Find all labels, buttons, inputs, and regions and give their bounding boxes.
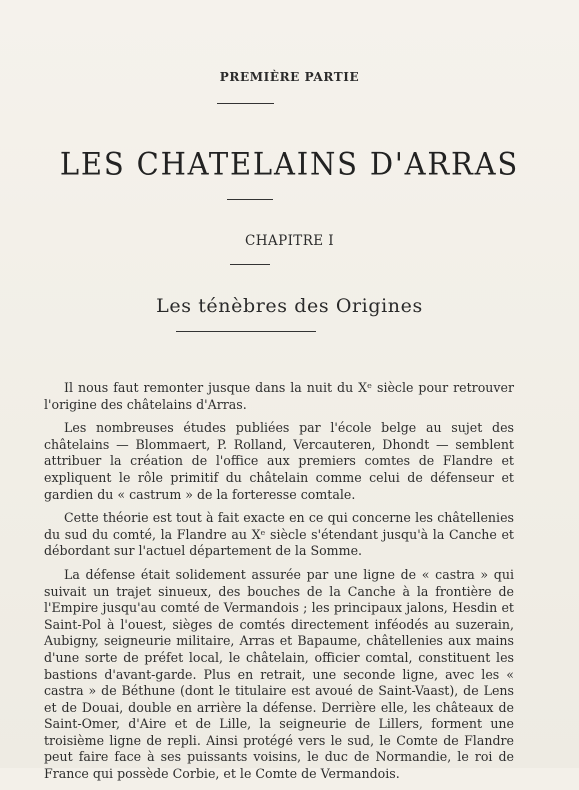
page-title: LES CHATELAINS D'ARRAS [59, 146, 520, 182]
divider-rule-1 [217, 103, 274, 104]
divider-rule-3 [230, 264, 270, 265]
paragraph: La défense était solidement assurée par une ligne de « castra » qui suivait un trajet sinueux, des bouches de la Canche à la frontière de l'Empire jusqu'au comté de Vermandois ; les principaux jalons, Hesdin et Saint-Pol à l'ouest, sièges de comtés directement inféodés au suzerain, Aubigny, seigneurie militaire, Arras et Bapaume, châtellenies aux mains d'une sorte de préfet local, le châtelain, officier comtal, constituent les bastions d'avant-garde. Plus en retrait, une seconde ligne, avec les « castra » de Béthune (dont le titulaire est avoué de Saint-Vaast), de Lens et de Douai, double en arrière la défense. Derrière elle, les châteaux de Saint-Omer, d'Aire et de Lille, la seigneurie de Lillers, forment une troisième ligne de repli. Ainsi protégé vers le sud, le Comte de Flandre peut faire face à ses puissants voisins, le duc de Normandie, le roi de France qui possède Corbie, et le Comte de Vermandois. [44, 566, 514, 782]
chapter-subtitle: Les ténèbres des Origines [156, 295, 423, 317]
divider-rule-2 [227, 199, 273, 200]
paragraph: Il nous faut remonter jusque dans la nuit du Xᵉ siècle pour retrouver l'origine des châtelains d'Arras. [44, 380, 514, 412]
paragraph: Cette théorie est tout à fait exacte en ce qui concerne les châtellenies du sud du comté, la Flandre au Xᵉ siècle s'étendant jusqu'à la Canche et débordant sur l'actuel département de la Somme. [44, 510, 514, 559]
divider-rule-4 [176, 331, 316, 332]
body-text [44, 380, 514, 790]
chapter-heading: CHAPITRE I [245, 233, 334, 249]
part-heading: PREMIÈRE PARTIE [219, 70, 360, 84]
paragraph: Les nombreuses études publiées par l'école belge au sujet des châtelains — Blommaert, P. Rolland, Vercauteren, Dhondt — semblent attribuer la création de l'office aux premiers comtes de Flandre et expliquent le rôle primitif du châtelain comme celui de défenseur et gardien du « castrum » de la forteresse comtale. [44, 420, 514, 502]
